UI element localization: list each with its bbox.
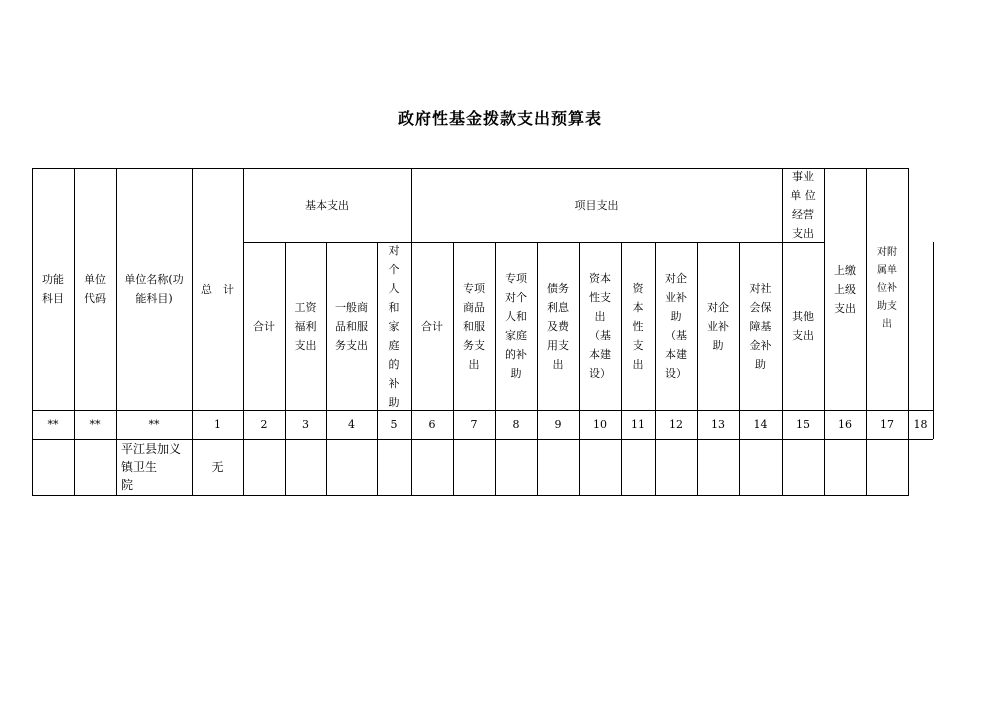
header-basic-total: 合计 [253,319,275,333]
header-special-personal-subsidy: 专项 对个 人和 家庭 的补 助 [505,272,527,380]
header-public-unit-operating: 事业 单 位 经营 支出 [790,170,816,240]
header-enterprise-subsidy: 对企 业补 助 [707,300,729,352]
header-capital-basic-construction: 资本 性支 出 （基 本建 设） [589,272,611,380]
index-cell: 9 [554,418,562,431]
header-unit-code: 单位 代码 [84,273,106,305]
table-rule [908,168,909,496]
table-border-bottom [32,495,909,496]
header-enterprise-subsidy-basic: 对企 业补 助 （基 本建 设） [665,272,687,380]
header-other-expenditure: 其他 支出 [792,310,814,342]
index-cell: ** [89,418,101,431]
header-personal-household-subsidy: 对 个 人 和 家 庭 的 补 助 [388,243,400,409]
index-cell: 13 [711,418,725,431]
header-total: 总 计 [201,282,234,296]
index-cell: 16 [838,418,852,431]
header-capital-expenditure: 资 本 性 支 出 [632,281,644,371]
index-cell: 14 [753,418,768,431]
index-cell: ** [148,418,160,431]
header-debt-interest: 债务 利息 及费 用支 出 [547,281,569,371]
header-project-expenditure: 项目支出 [574,198,619,212]
page-title: 政府性基金拨款支出预算表 [397,109,602,128]
header-basic-expenditure: 基本支出 [305,198,349,212]
header-social-security-subsidy: 对社 会保 障基 金补 助 [749,281,772,371]
index-cell: 4 [348,418,355,431]
header-func-subject: 功能 科目 [42,273,64,305]
header-affiliated-unit-subsidy: 对附 属单 位补 助支 出 [877,247,897,330]
index-cell: 7 [470,418,478,431]
index-cell: ** [47,418,59,431]
index-cell: 11 [631,418,645,431]
index-cell: 17 [880,418,894,431]
index-cell: 18 [913,418,928,431]
header-special-goods-services: 专项 商品 和服 务支 出 [463,281,485,371]
header-salary-welfare: 工资 福利 支出 [294,300,317,352]
header-project-total: 合计 [421,319,443,333]
data-row-unit-name: 平江县加义 镇卫生 院 [121,442,182,492]
index-cell: 5 [390,418,398,431]
header-general-goods-services: 一般商 品和服 务支出 [335,300,368,352]
data-row-total: 无 [211,459,224,474]
index-cell: 8 [512,418,520,431]
index-cell: 12 [669,418,683,431]
index-cell: 1 [214,418,221,431]
index-cell: 15 [796,418,810,431]
index-cell: 2 [260,418,268,431]
table-border-right [933,242,934,439]
index-cell: 3 [302,418,309,431]
header-unit-name: 单位名称(功 能科目) [124,273,184,305]
index-cell: 6 [428,418,436,431]
header-upper-level-payment: 上缴 上级 支出 [834,263,856,315]
index-cell: 10 [593,418,607,431]
